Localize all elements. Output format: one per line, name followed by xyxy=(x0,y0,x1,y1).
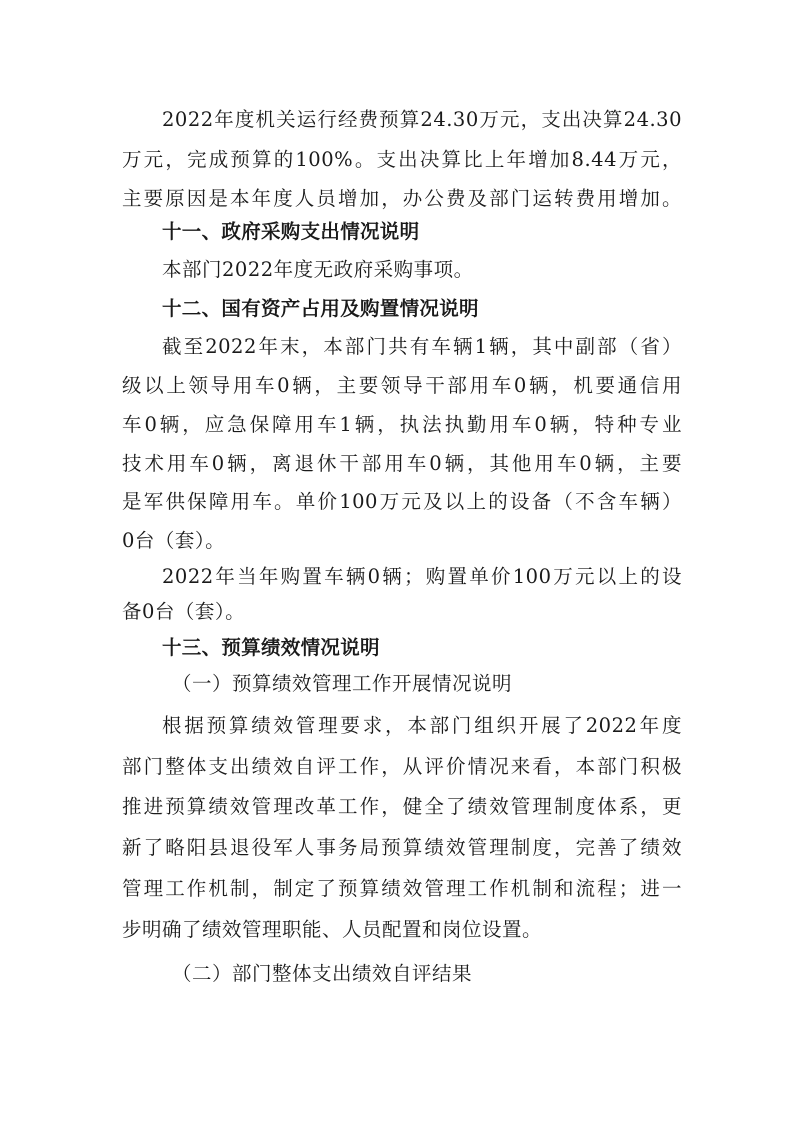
paragraph-line: 是军供保障用车。单价100万元及以上的设备（不含车辆） xyxy=(122,490,682,513)
paragraph-line: 2022年度机关运行经费预算24.30万元，支出决算24.30 xyxy=(162,108,682,131)
paragraph-line: 万元，完成预算的100%。支出决算比上年增加8.44万元， xyxy=(122,148,682,171)
paragraph-line: 推进预算绩效管理改革工作，健全了绩效管理制度体系，更 xyxy=(122,795,682,818)
paragraph-line: 新了略阳县退役军人事务局预算绩效管理制度，完善了绩效 xyxy=(122,836,682,859)
paragraph-line: 技术用车0辆，离退休干部用车0辆，其他用车0辆，主要 xyxy=(122,452,682,475)
paragraph-line: 主要原因是本年度人员增加，办公费及部门运转费用增加。 xyxy=(122,187,682,210)
paragraph-line: 截至2022年末，本部门共有车辆1辆，其中副部（省） xyxy=(162,335,682,358)
paragraph-line: 部门整体支出绩效自评工作，从评价情况来看，本部门积极 xyxy=(122,755,682,778)
subsection-heading-1: （一）预算绩效管理工作开展情况说明 xyxy=(172,672,513,695)
paragraph-line: 备0台（套）。 xyxy=(122,600,246,623)
paragraph-line: 车0辆，应急保障用车1辆，执法执勤用车0辆，特种专业 xyxy=(122,413,682,436)
paragraph-line: 步明确了绩效管理职能、人员配置和岗位设置。 xyxy=(122,918,543,941)
paragraph-line: 0台（套）。 xyxy=(122,529,226,552)
paragraph-line: 根据预算绩效管理要求，本部门组织开展了2022年度 xyxy=(162,714,682,737)
paragraph-line: 本部门2022年度无政府采购事项。 xyxy=(162,258,474,281)
section-heading-12: 十二、国有资产占用及购置情况说明 xyxy=(162,297,479,320)
paragraph-line: 2022年当年购置车辆0辆；购置单价100万元以上的设 xyxy=(162,565,682,588)
section-heading-13: 十三、预算绩效情况说明 xyxy=(162,636,380,659)
paragraph-line: 级以上领导用车0辆，主要领导干部用车0辆，机要通信用 xyxy=(122,374,682,397)
paragraph-line: 管理工作机制，制定了预算绩效管理工作机制和流程；进一 xyxy=(122,877,682,900)
subsection-heading-2: （二）部门整体支出绩效自评结果 xyxy=(172,962,473,985)
section-heading-11: 十一、政府采购支出情况说明 xyxy=(162,220,420,243)
